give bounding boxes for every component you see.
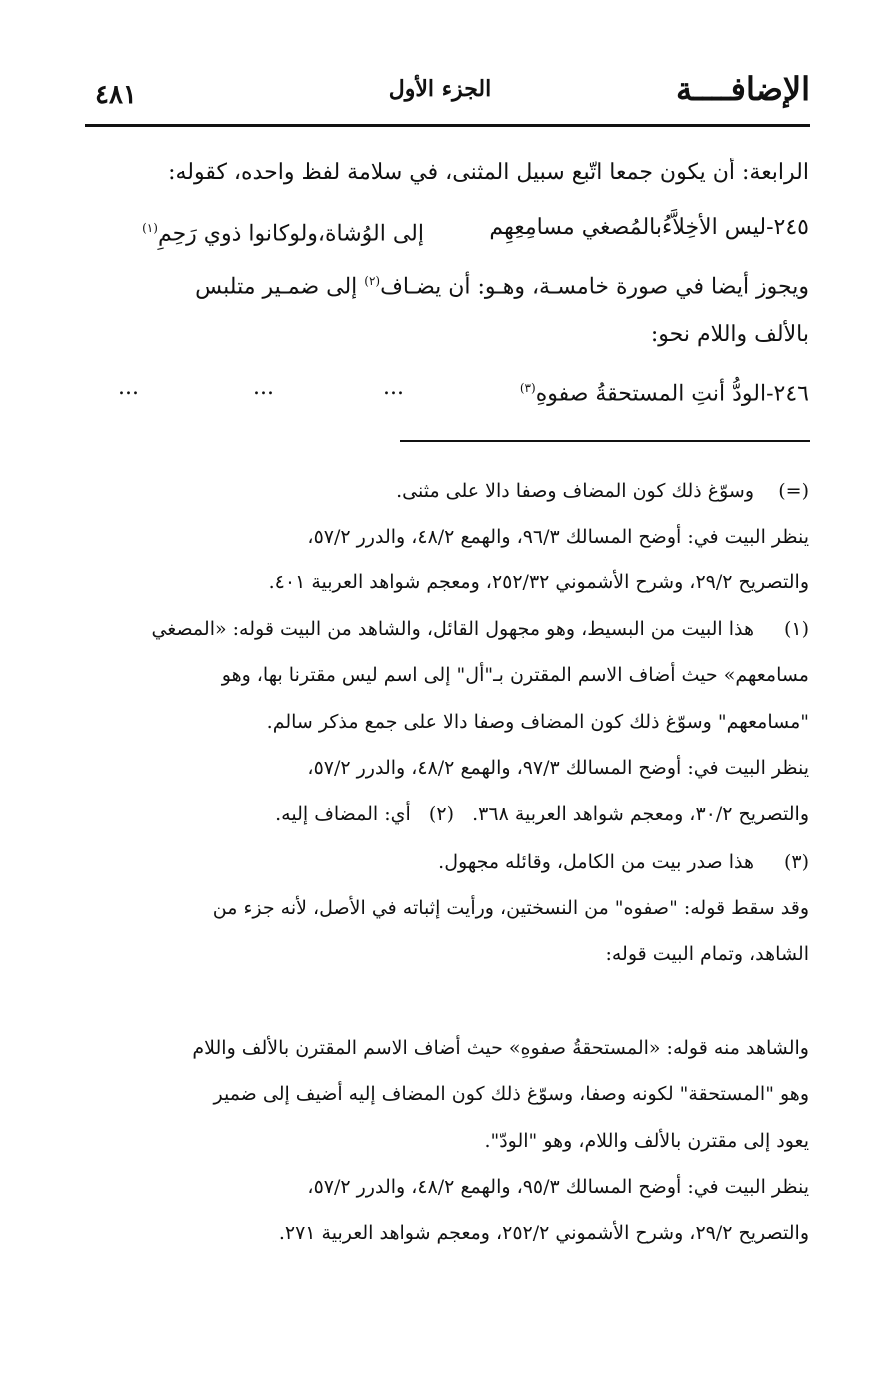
volume-label: الجزء الأول [388,76,492,102]
footnote-line: يعود إلى مقترن بالألف واللام، وهو "الودّ". [484,1130,809,1152]
paragraph-line: بالألف واللام نحو: [650,322,809,347]
page-header [70,70,810,126]
page-number: ٤٨١ [95,80,137,110]
verse-first-hemistich: ٢٤٦-الودُّ أنتِ المستحقةُ صفوهِ$^{(٣)}$ [519,381,809,407]
section-title: الإضافــــة [675,70,810,108]
header-rule [85,124,810,127]
verse-245 [69,208,809,248]
footnote-line: وسوّغ ذلك كون المضاف وصفا دالا على مثنى. [396,480,754,502]
paragraph-line: ويجوز أيضا في صورة خامسـة، وهـو: أن يضـاف$^{(٢)}$ إلى ضمـير متلبس [195,274,809,300]
verse-first-hemistich: ٢٤٥-ليس الأخِلاَّءُبالمُصغي مسامِعِهِم [489,215,809,240]
footnote-line: ينظر البيت في: أوضح المسالك ٩٧/٣، والهمع ٤٨/٢، والدرر ٥٧/٢، [307,757,809,779]
footnote-line: وقد سقط قوله: "صفوه" من النسختين، ورأيت إثباته في الأصل، لأنه جزء من [212,897,809,919]
verse-number: ٢٤٥- [766,215,809,240]
footnote-line: هذا البيت من البسيط، وهو مجهول القائل، والشاهد من البيت قوله: «المصغي [151,618,754,640]
paragraph-line: الرابعة: أن يكون جمعا اتّبع سبيل المثنى، في سلامة لفظ واحده، كقوله: [168,160,809,185]
verse-246 [69,368,809,408]
footnote-marker: (٢) [428,803,454,825]
footnote-marker: (١) [783,618,809,640]
footnote-ref: (٢) [364,274,381,288]
verse-number: ٢٤٦- [766,381,809,407]
footnote-line: والتصريح ٣٠/٢، ومعجم شواهد العربية ٣٦٨. (٢) أي: المضاف إليه. [275,803,809,825]
footnote-line: ينظر البيت في: أوضح المسالك ٩٥/٣، والهمع ٤٨/٢، والدرر ٥٧/٢، [307,1176,809,1198]
footnote-marker: (=) [778,480,809,502]
footnote-line: الشاهد، وتمام البيت قوله: [605,943,809,965]
footnote-line: والتصريح ٢٩/٢، وشرح الأشموني ٢٥٢/٣٢، ومعجم شواهد العربية ٤٠١. [268,571,809,593]
footnote-line: مسامعهم» حيث أضاف الاسم المقترن بـ"أل" إلى اسم ليس مقترنا بها، وهو [221,664,809,686]
footnote-line: هذا صدر بيت من الكامل، وقائله مجهول. [438,851,754,873]
footnote-ref: (١) [142,221,158,235]
ellipsis: ... [253,375,274,400]
footnote-line: "مسامعهم" وسوّغ ذلك كون المضاف وصفا دالا على جمع مذكر سالم. [266,711,809,733]
ellipsis: ... [118,375,139,400]
footnote-marker: (٣) [783,851,809,873]
footnote-ref: (٣) [519,381,536,395]
footnote-line: وهو "المستحقة" لكونه وصفا، وسوّغ ذلك كون المضاف إليه أضيف إلى ضمير [213,1083,809,1105]
ellipsis: ... [383,375,404,400]
footnote-separator [400,440,810,442]
footnote-line: والتصريح ٢٩/٢، وشرح الأشموني ٢٥٢/٢، ومعجم شواهد العربية ٢٧١. [278,1222,809,1244]
footnote-line: ينظر البيت في: أوضح المسالك ٩٦/٣، والهمع ٤٨/٢، والدرر ٥٧/٢، [307,526,809,548]
footnote-line: والشاهد منه قوله: «المستحقةُ صفوهِ» حيث أضاف الاسم المقترن بالألف واللام [192,1037,809,1059]
verse-second-hemistich: إلى الوُشاة،ولوكانوا ذوي رَحِمِ$^{(١)}$ [142,221,424,247]
